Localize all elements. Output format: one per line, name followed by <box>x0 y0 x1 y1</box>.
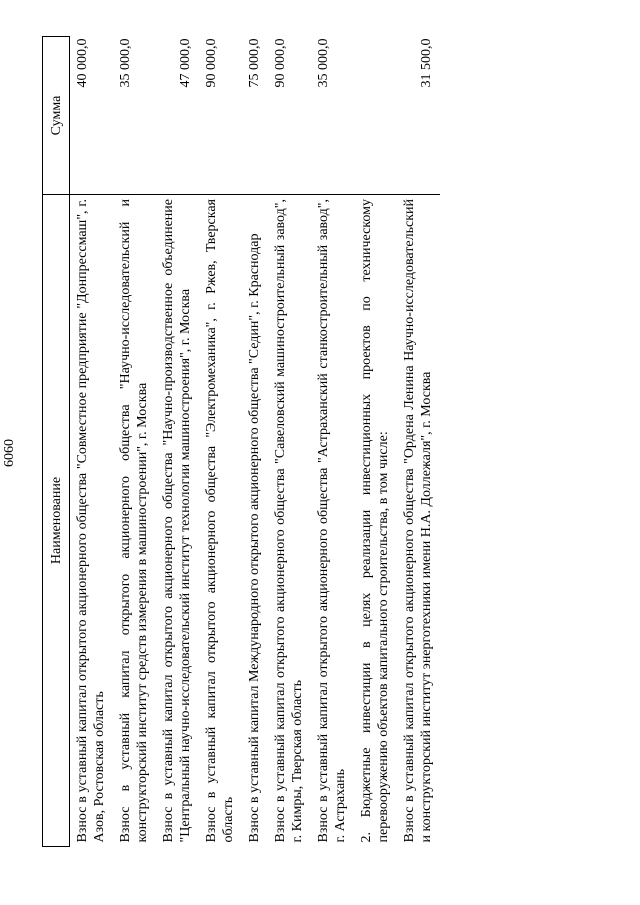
row-name: Взнос в уставный капитал открытого акционерного общества "Совместное предприятие "Донпрессмаш", г. Азов, Ростовская область <box>70 195 114 847</box>
row-name: 2. Бюджетные инвестиции в целях реализации инвестиционных проектов по техническому перевооружению объектов капитального строительства, в том числе: <box>354 195 397 847</box>
row-name: Взнос в уставный капитал открытого акционерного общества "Электромеханика", г. Ржев, Тверская область <box>199 195 242 847</box>
table-row <box>311 37 354 847</box>
row-name: Взнос в уставный капитал открытого акционерного общества "Астраханский станкостроительный завод", г. Астрахань <box>311 195 354 847</box>
table-row <box>199 37 242 847</box>
row-amount <box>354 37 397 195</box>
table-row <box>242 37 268 847</box>
row-name: Взнос в уставный капитал открытого акционерного общества "Савеловский машиностроительный завод", г. Кимры, Тверская область <box>268 195 311 847</box>
row-amount: 40 000,0 <box>75 38 90 88</box>
row-amount: 90 000,0 <box>204 38 219 88</box>
row-amount: 35 000,0 <box>316 38 331 88</box>
column-header-name: Наименование <box>43 195 70 847</box>
table-row <box>113 37 156 847</box>
row-amount: 35 000,0 <box>118 38 133 88</box>
budget-table <box>42 36 440 847</box>
table-header-row <box>43 37 70 847</box>
column-header-amount: Сумма <box>43 37 70 195</box>
row-amount: 90 000,0 <box>273 38 288 88</box>
row-name: Взнос в уставный капитал открытого акционерного общества "Ордена Ленина Научно-исследовательский и конструкторский институт энерготехники имени Н.А. Доллежаля", г. Москва <box>397 195 440 847</box>
table-row <box>397 37 440 847</box>
row-name: Взнос в уставный капитал Международного открытого акционерного общества "Седин", г. Краснодар <box>242 195 268 847</box>
table-row <box>354 37 397 847</box>
table-row <box>156 37 199 847</box>
row-name: Взнос в уставный капитал открытого акционерного общества "Научно-исследовательский и конструкторский институт средств измерения в машиностроении", г. Москва <box>113 195 156 847</box>
table-row <box>268 37 311 847</box>
row-amount: 75 000,0 <box>247 38 262 88</box>
row-name: Взнос в уставный капитал открытого акционерного общества "Научно-производственное объединение "Центральный научно-исследовательский институт технологии машиностроения", г. Москва <box>156 195 199 847</box>
row-amount: 31 500,0 <box>419 38 434 88</box>
table-row <box>70 37 114 847</box>
page-number: 6060 <box>2 439 17 467</box>
row-amount: 47 000,0 <box>178 38 193 88</box>
